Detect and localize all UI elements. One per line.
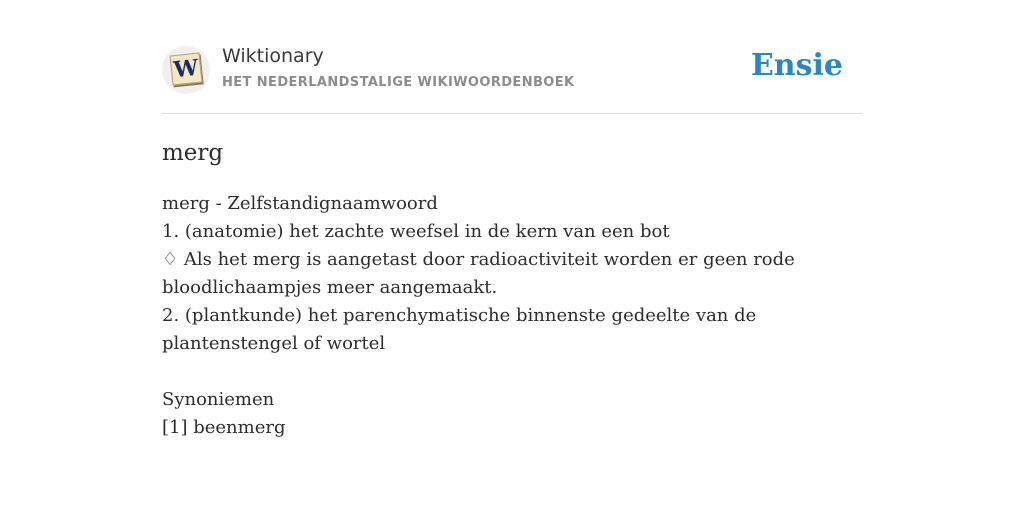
entry-content	[162, 190, 862, 442]
site-header	[162, 0, 862, 114]
site-tagline: HET NEDERLANDSTALIGE WIKIWOORDENBOEK	[222, 75, 575, 90]
section-spacer	[162, 358, 862, 386]
page-title: merg	[162, 140, 224, 166]
ensie-brand-link[interactable]: Ensie	[750, 48, 843, 83]
synonym-item: [1] beenmerg	[162, 417, 286, 438]
logo-tile: W	[170, 53, 203, 86]
example-sentence: ♢ Als het merg is aangetast door radioactiviteit worden er geen rode bloodlichaampjes meer aangemaakt.	[162, 249, 795, 298]
definition-1: 1. (anatomie) het zachte weefsel in de kern van een bot	[162, 221, 670, 242]
part-of-speech-line: merg - Zelfstandignaamwoord	[162, 193, 438, 214]
wiktionary-logo-icon[interactable]	[162, 46, 210, 94]
site-name[interactable]: Wiktionary	[222, 45, 324, 67]
synonyms-heading: Synoniemen	[162, 389, 275, 410]
definition-2: 2. (plantkunde) het parenchymatische binnenste gedeelte van de plantenstengel of wortel	[162, 305, 757, 354]
page	[162, 0, 862, 442]
